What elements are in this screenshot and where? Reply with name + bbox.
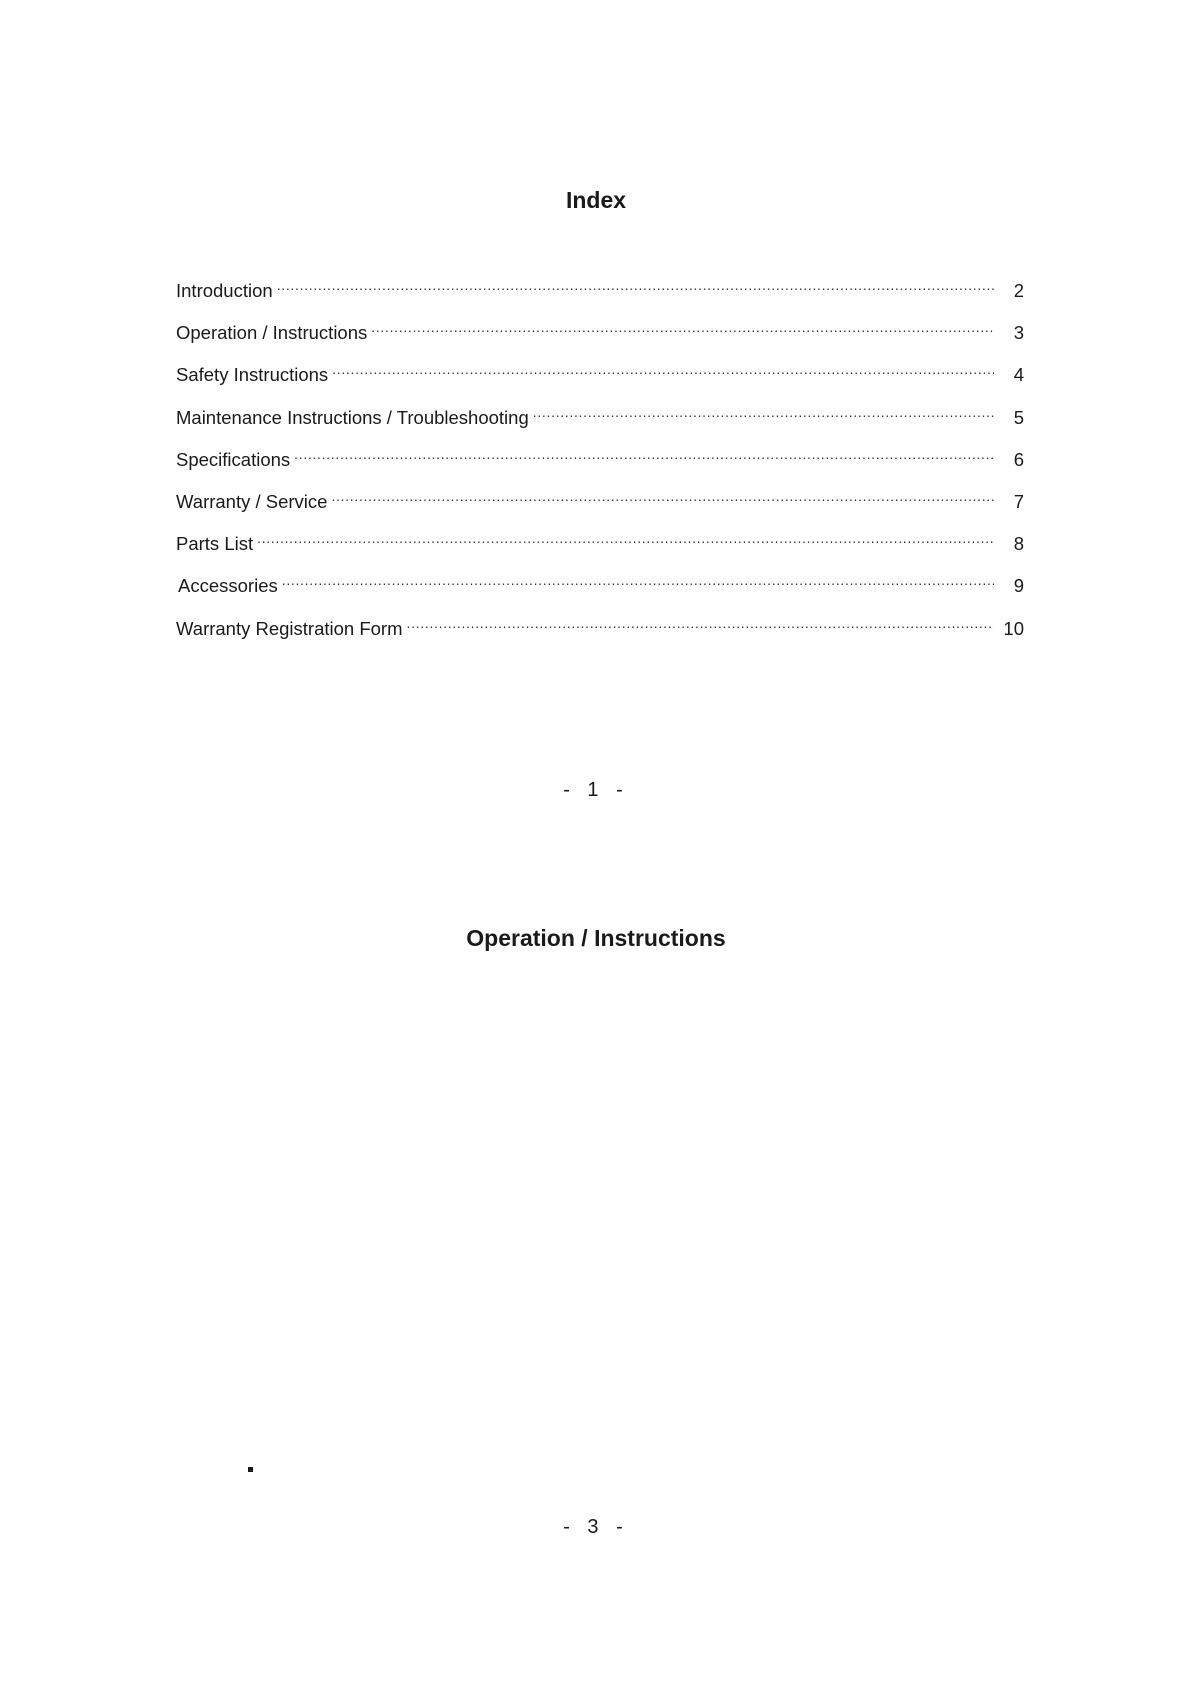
dot-leader (277, 273, 994, 297)
toc-entry-page: 7 (1013, 490, 1024, 512)
toc-entry-page: 8 (1013, 533, 1024, 555)
toc-entry-label: Warranty Registration Form (176, 617, 403, 639)
dot-leader (282, 568, 994, 592)
table-of-contents (176, 273, 1024, 653)
dot-leader (371, 315, 994, 339)
toc-entry-specifications[interactable] (176, 442, 1024, 484)
toc-entry-page: 9 (1013, 575, 1024, 597)
toc-entry-operation-instructions[interactable] (176, 315, 1024, 357)
dot-leader (332, 357, 994, 381)
page-number-1: - 1 - (563, 779, 629, 801)
toc-entry-page: 3 (1013, 322, 1024, 344)
toc-entry-label: Accessories (178, 575, 278, 597)
toc-entry-label: Warranty / Service (176, 490, 328, 512)
bullet-mark (248, 1467, 253, 1472)
dot-leader (294, 442, 994, 466)
toc-entry-page: 10 (1003, 617, 1024, 639)
dot-leader (407, 611, 994, 635)
index-title: Index (565, 187, 627, 213)
dot-leader (533, 400, 994, 424)
dot-leader (257, 526, 994, 550)
toc-entry-warranty-service[interactable] (176, 484, 1024, 526)
toc-entry-label: Safety Instructions (176, 364, 329, 386)
toc-entry-warranty-registration-form[interactable] (176, 611, 1024, 653)
operation-instructions-title: Operation / Instructions (466, 925, 726, 951)
toc-entry-label: Maintenance Instructions / Troubleshooting (176, 406, 529, 428)
toc-entry-page: 6 (1013, 448, 1024, 470)
toc-entry-label: Operation / Instructions (176, 322, 368, 344)
toc-entry-label: Specifications (176, 448, 291, 470)
toc-entry-safety-instructions[interactable] (176, 357, 1024, 399)
dot-leader (331, 484, 994, 508)
toc-entry-parts-list[interactable] (176, 526, 1024, 568)
toc-entry-page: 5 (1013, 406, 1024, 428)
toc-entry-page: 2 (1013, 280, 1024, 301)
toc-entry-introduction[interactable] (176, 273, 1024, 315)
toc-entry-label: Introduction (176, 280, 273, 301)
toc-entry-page: 4 (1013, 364, 1024, 386)
toc-entry-accessories[interactable] (176, 568, 1024, 610)
toc-entry-label: Parts List (176, 533, 254, 555)
toc-entry-maintenance-troubleshooting[interactable] (176, 400, 1024, 442)
page-number-3: - 3 - (563, 1516, 629, 1538)
